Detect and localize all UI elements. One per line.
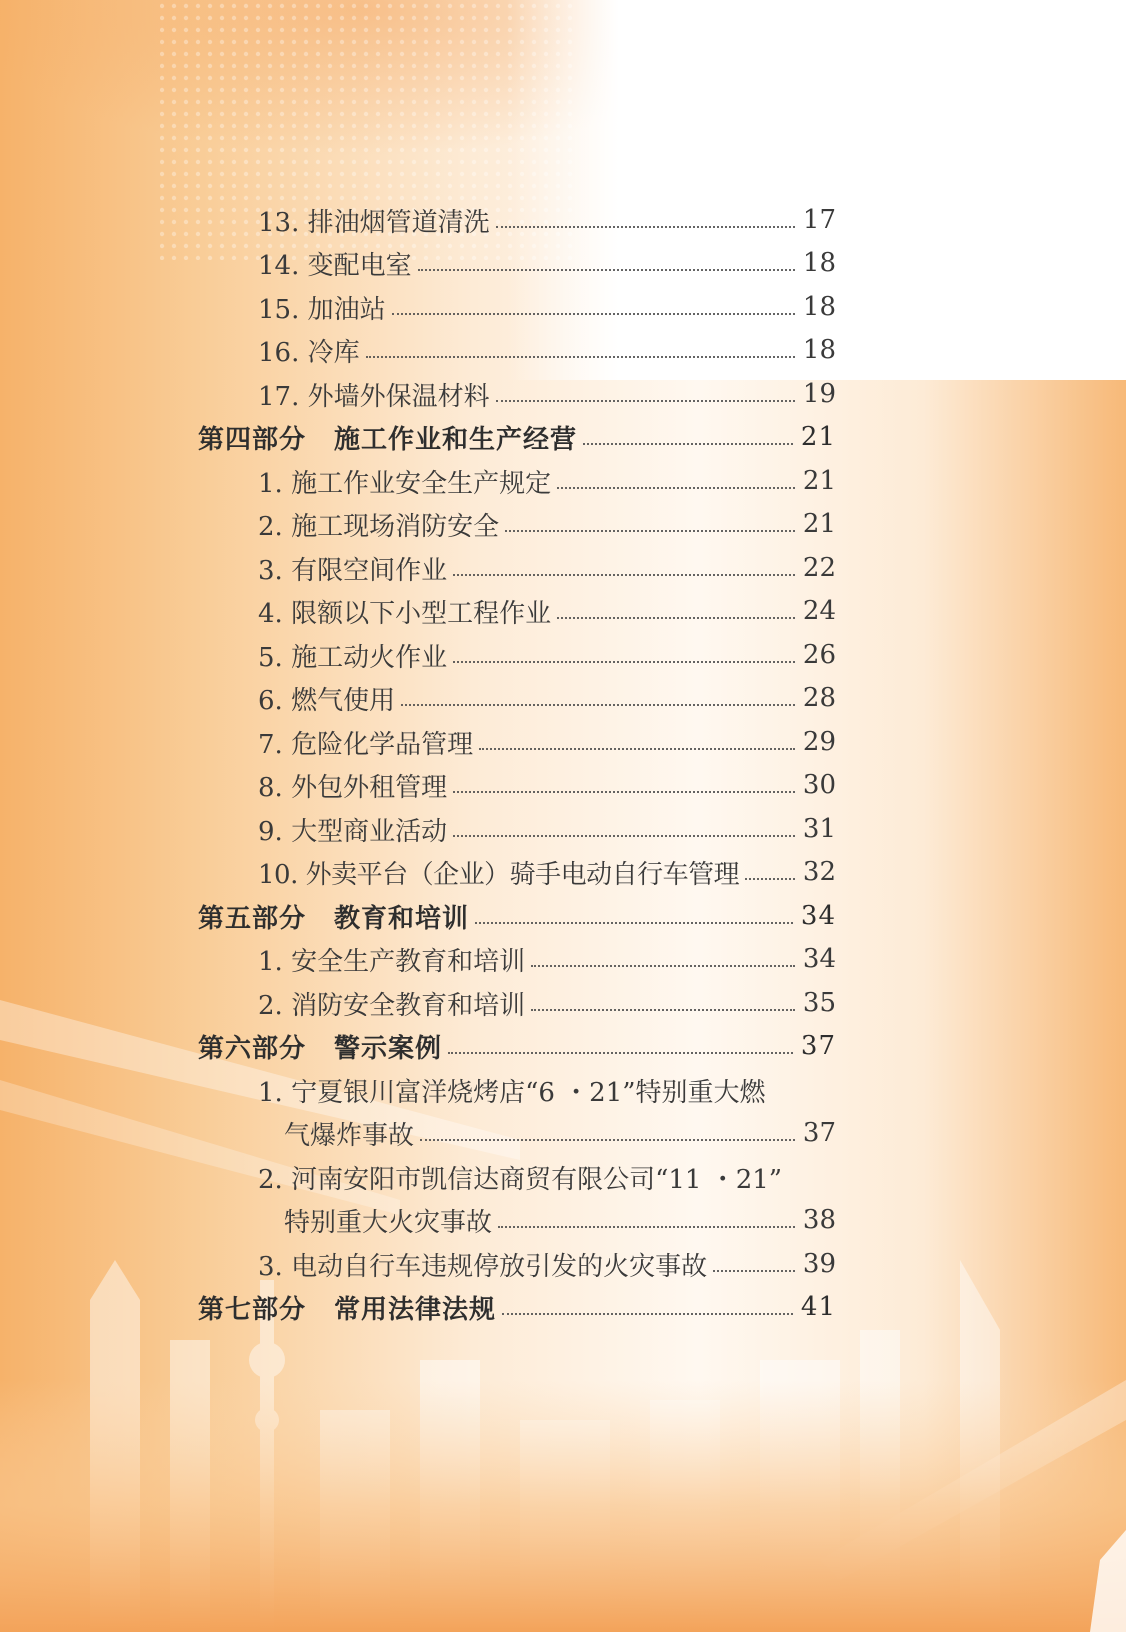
toc-part-number: 第五部分 bbox=[198, 903, 307, 934]
toc-entry-line1[interactable] bbox=[258, 1070, 836, 1110]
leader-dots bbox=[505, 528, 795, 532]
toc-entry[interactable] bbox=[258, 504, 836, 544]
leader-dots bbox=[453, 659, 795, 663]
leader-dots bbox=[745, 876, 795, 880]
toc-entry-label: 1. 宁夏银川富洋烧烤店“6 ・21”特别重大燃 bbox=[258, 1077, 766, 1108]
leader-dots bbox=[453, 833, 795, 837]
toc-entry-page: 22 bbox=[802, 553, 836, 583]
toc-entry-label: 14. 变配电室 bbox=[258, 250, 412, 281]
leader-dots bbox=[453, 789, 795, 793]
toc-entry-line2[interactable] bbox=[284, 1113, 836, 1153]
leader-dots bbox=[401, 702, 795, 706]
toc-entry-page: 30 bbox=[802, 770, 836, 800]
toc-entry-page: 35 bbox=[802, 988, 836, 1018]
toc-entry[interactable] bbox=[258, 591, 836, 631]
toc-entry-label: 3. 电动自行车违规停放引发的火灾事故 bbox=[258, 1251, 708, 1282]
leader-dots bbox=[392, 311, 795, 315]
toc-entry-label: 5. 施工动火作业 bbox=[258, 642, 448, 673]
toc-entry-page: 21 bbox=[802, 509, 836, 539]
leader-dots bbox=[448, 1050, 793, 1054]
toc-part-title: 教育和培训 bbox=[334, 903, 470, 934]
leader-dots bbox=[418, 267, 795, 271]
toc-part-heading[interactable] bbox=[198, 1287, 836, 1327]
leader-dots bbox=[479, 746, 795, 750]
toc-entry[interactable] bbox=[258, 287, 836, 327]
toc-part-number: 第七部分 bbox=[198, 1294, 307, 1325]
toc-entry-page: 39 bbox=[802, 1249, 836, 1279]
toc-entry[interactable] bbox=[258, 722, 836, 762]
toc-entry-label: 8. 外包外租管理 bbox=[258, 772, 448, 803]
toc-entry-page: 34 bbox=[800, 901, 836, 931]
toc-entry-page: 21 bbox=[802, 466, 836, 496]
toc-entry-page: 31 bbox=[802, 814, 836, 844]
toc-entry-page: 18 bbox=[802, 292, 836, 322]
leader-dots bbox=[496, 398, 795, 402]
toc-entry-label: 10. 外卖平台（企业）骑手电动自行车管理 bbox=[258, 859, 740, 890]
leader-dots bbox=[713, 1268, 795, 1272]
leader-dots bbox=[496, 224, 795, 228]
toc-entry-page: 24 bbox=[802, 596, 836, 626]
leader-dots bbox=[475, 920, 793, 924]
toc-entry-page: 41 bbox=[800, 1292, 836, 1322]
toc-entry-label: 13. 排油烟管道清洗 bbox=[258, 207, 490, 238]
toc-entry-page: 38 bbox=[802, 1205, 836, 1235]
toc-entry-page: 37 bbox=[800, 1031, 836, 1061]
toc-entry-label: 特别重大火灾事故 bbox=[284, 1207, 493, 1238]
leader-dots bbox=[498, 1224, 795, 1228]
toc-entry[interactable] bbox=[258, 461, 836, 501]
toc-entry-label: 1. 安全生产教育和培训 bbox=[258, 946, 526, 977]
toc-entry-page: 34 bbox=[802, 944, 836, 974]
toc-entry-label: 3. 有限空间作业 bbox=[258, 555, 448, 586]
leader-dots bbox=[531, 963, 795, 967]
toc-entry[interactable] bbox=[258, 809, 836, 849]
leader-dots bbox=[420, 1137, 795, 1141]
toc-part-number: 第四部分 bbox=[198, 424, 307, 455]
toc-entry-page: 17 bbox=[802, 205, 836, 235]
toc-part-title: 施工作业和生产经营 bbox=[334, 424, 578, 455]
toc-entry[interactable] bbox=[258, 939, 836, 979]
toc-part-title: 警示案例 bbox=[334, 1033, 443, 1064]
toc-entry[interactable] bbox=[258, 765, 836, 805]
toc-entry-page: 19 bbox=[802, 379, 836, 409]
toc-entry-label: 1. 施工作业安全生产规定 bbox=[258, 468, 552, 499]
leader-dots bbox=[502, 1311, 793, 1315]
toc-entry-label: 4. 限额以下小型工程作业 bbox=[258, 598, 552, 629]
toc-entry[interactable] bbox=[258, 330, 836, 370]
toc-part-heading[interactable] bbox=[198, 896, 836, 936]
toc-entry-label: 17. 外墙外保温材料 bbox=[258, 381, 490, 412]
toc-part-number: 第六部分 bbox=[198, 1033, 307, 1064]
toc-entry-page: 26 bbox=[802, 640, 836, 670]
leader-dots bbox=[557, 615, 795, 619]
toc-entry-label: 2. 河南安阳市凯信达商贸有限公司“11 ・21” bbox=[258, 1164, 783, 1195]
toc-entry-label: 2. 消防安全教育和培训 bbox=[258, 990, 526, 1021]
toc-entry[interactable] bbox=[258, 374, 836, 414]
toc-entry-page: 29 bbox=[802, 727, 836, 757]
toc-entry-label: 2. 施工现场消防安全 bbox=[258, 511, 500, 542]
toc-entry[interactable] bbox=[258, 548, 836, 588]
leader-dots bbox=[583, 441, 793, 445]
toc-entry-page: 18 bbox=[802, 335, 836, 365]
toc-entry-page: 37 bbox=[802, 1118, 836, 1148]
toc-entry-page: 21 bbox=[800, 422, 836, 452]
leader-dots bbox=[453, 572, 795, 576]
leader-dots bbox=[366, 354, 795, 358]
toc-entry[interactable] bbox=[258, 243, 836, 283]
toc-entry-label: 7. 危险化学品管理 bbox=[258, 729, 474, 760]
toc-part-heading[interactable] bbox=[198, 417, 836, 457]
toc-entry-label: 6. 燃气使用 bbox=[258, 685, 396, 716]
toc-entry[interactable] bbox=[258, 983, 836, 1023]
toc-entry-line1[interactable] bbox=[258, 1157, 836, 1197]
toc-entry-label: 气爆炸事故 bbox=[284, 1120, 415, 1151]
leader-dots bbox=[557, 485, 795, 489]
toc-entry-line2[interactable] bbox=[284, 1200, 836, 1240]
toc-part-heading[interactable] bbox=[198, 1026, 836, 1066]
toc-entry-page: 32 bbox=[802, 857, 836, 887]
toc-entry[interactable] bbox=[258, 200, 836, 240]
toc-entry[interactable] bbox=[258, 1244, 836, 1284]
toc-entry[interactable] bbox=[258, 852, 836, 892]
leader-dots bbox=[531, 1007, 795, 1011]
toc-entry[interactable] bbox=[258, 635, 836, 675]
toc-entry-label: 16. 冷库 bbox=[258, 337, 360, 368]
toc-entry-page: 18 bbox=[802, 248, 836, 278]
toc-entry-page: 28 bbox=[802, 683, 836, 713]
toc-entry-label: 15. 加油站 bbox=[258, 294, 386, 325]
toc-entry-label: 9. 大型商业活动 bbox=[258, 816, 448, 847]
toc-entry[interactable] bbox=[258, 678, 836, 718]
toc-part-title: 常用法律法规 bbox=[334, 1294, 497, 1325]
